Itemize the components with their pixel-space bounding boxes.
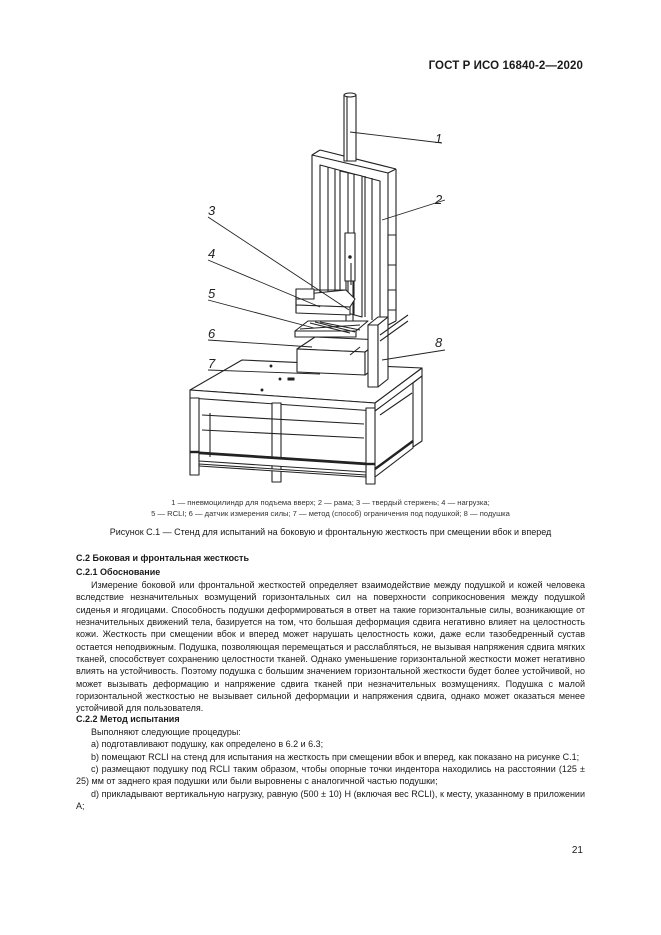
figure-label-2: 2 xyxy=(435,192,443,207)
method-body xyxy=(76,726,585,812)
figure-legend-line-1: 1 — пневмоцилиндр для подъема вверх; 2 — рама; 3 — твердый стержень; 4 — нагрузка; xyxy=(171,498,490,507)
section-heading: С.2 Боковая и фронтальная жесткость xyxy=(76,553,249,563)
figure-label-4: 4 xyxy=(208,246,216,261)
method-step-c: c) размещают подушку под RCLI таким образом, чтобы опорные точки индентора находились на расстоянии (125 ± 25) мм от заднего края подушки или были выровнены с аналогичной частью подушки; xyxy=(76,764,585,787)
figure-label-7: 7 xyxy=(208,356,216,371)
figure-label-8: 8 xyxy=(435,335,443,350)
method-step-d: d) прикладывают вертикальную нагрузку, равную (500 ± 10) Н (включая вес RCLI), к месту, указанному в приложении А; xyxy=(76,788,585,812)
figure-label-6: 6 xyxy=(208,326,216,341)
figure-legend-line-2: 5 — RCLI; 6 — датчик измерения силы; 7 — метод (способ) ограничения под подушкой; 8 — подушка xyxy=(151,509,510,518)
standard-header: ГОСТ Р ИСО 16840-2—2020 xyxy=(428,60,583,72)
method-intro: Выполняют следующие процедуры: xyxy=(91,727,241,737)
figure-label-3: 3 xyxy=(208,203,216,218)
page-number: 21 xyxy=(571,845,583,856)
test-stand-drawing xyxy=(150,85,510,490)
subsection-rationale-heading: С.2.1 Обоснование xyxy=(76,567,161,577)
figure-caption: Рисунок С.1 — Стенд для испытаний на боковую и фронтальную жесткость при смещении вбок и вперед xyxy=(109,527,552,537)
subsection-method-heading: С.2.2 Метод испытания xyxy=(76,714,180,724)
figure-label-1: 1 xyxy=(435,131,443,146)
rationale-paragraph: Измерение боковой или фронтальной жесткостей определяет взаимодействие между подушкой и кожей человека вследствие незначительных возмущений горизонтальных сил на поверхности соприкосновения между подушкой сиденья и ягодицами. Способность подушки деформироваться в ответ на такие горизонтальные силы, возникающие от незначительных движений тела, базируется на том, что большая деформация сдвига негативно влияет на целостность кожи. Жесткость при смещении вбок и вперед может нарушать целостность кожи, даже если тазобедренный сустав остается неподвижным. Подушка, позволяющая перемещаться и расслабляться, не вызывая напряжения сдвига мягких тканей, способствует сохранению целостности тканей. Однако уменьшение горизонтальной жесткости может негативно влиять на устойчивость. Поэтому подушка с большим значением горизонтальной жесткости будет более устойчивой, но может вызывать деформацию и напряжение сдвига тканей при незначительных возмущениях. Подушка с малой горизонтальной жесткостью не вызывает сильной деформации и напряжения сдвига, однако может оказаться менее устойчивой для пользователя. xyxy=(76,580,585,714)
method-step-a: a) подготавливают подушку, как определено в 6.2 и 6.3; xyxy=(91,739,324,750)
method-step-b: b) помещают RCLI на стенд для испытания на жесткость при смещении вбок и вперед, как показано на рисунке С.1; xyxy=(91,751,580,762)
pneumatic-cylinder xyxy=(344,95,356,161)
rationale-body xyxy=(76,579,585,715)
test-stand-figure xyxy=(150,85,510,490)
figure-label-5: 5 xyxy=(208,286,216,301)
